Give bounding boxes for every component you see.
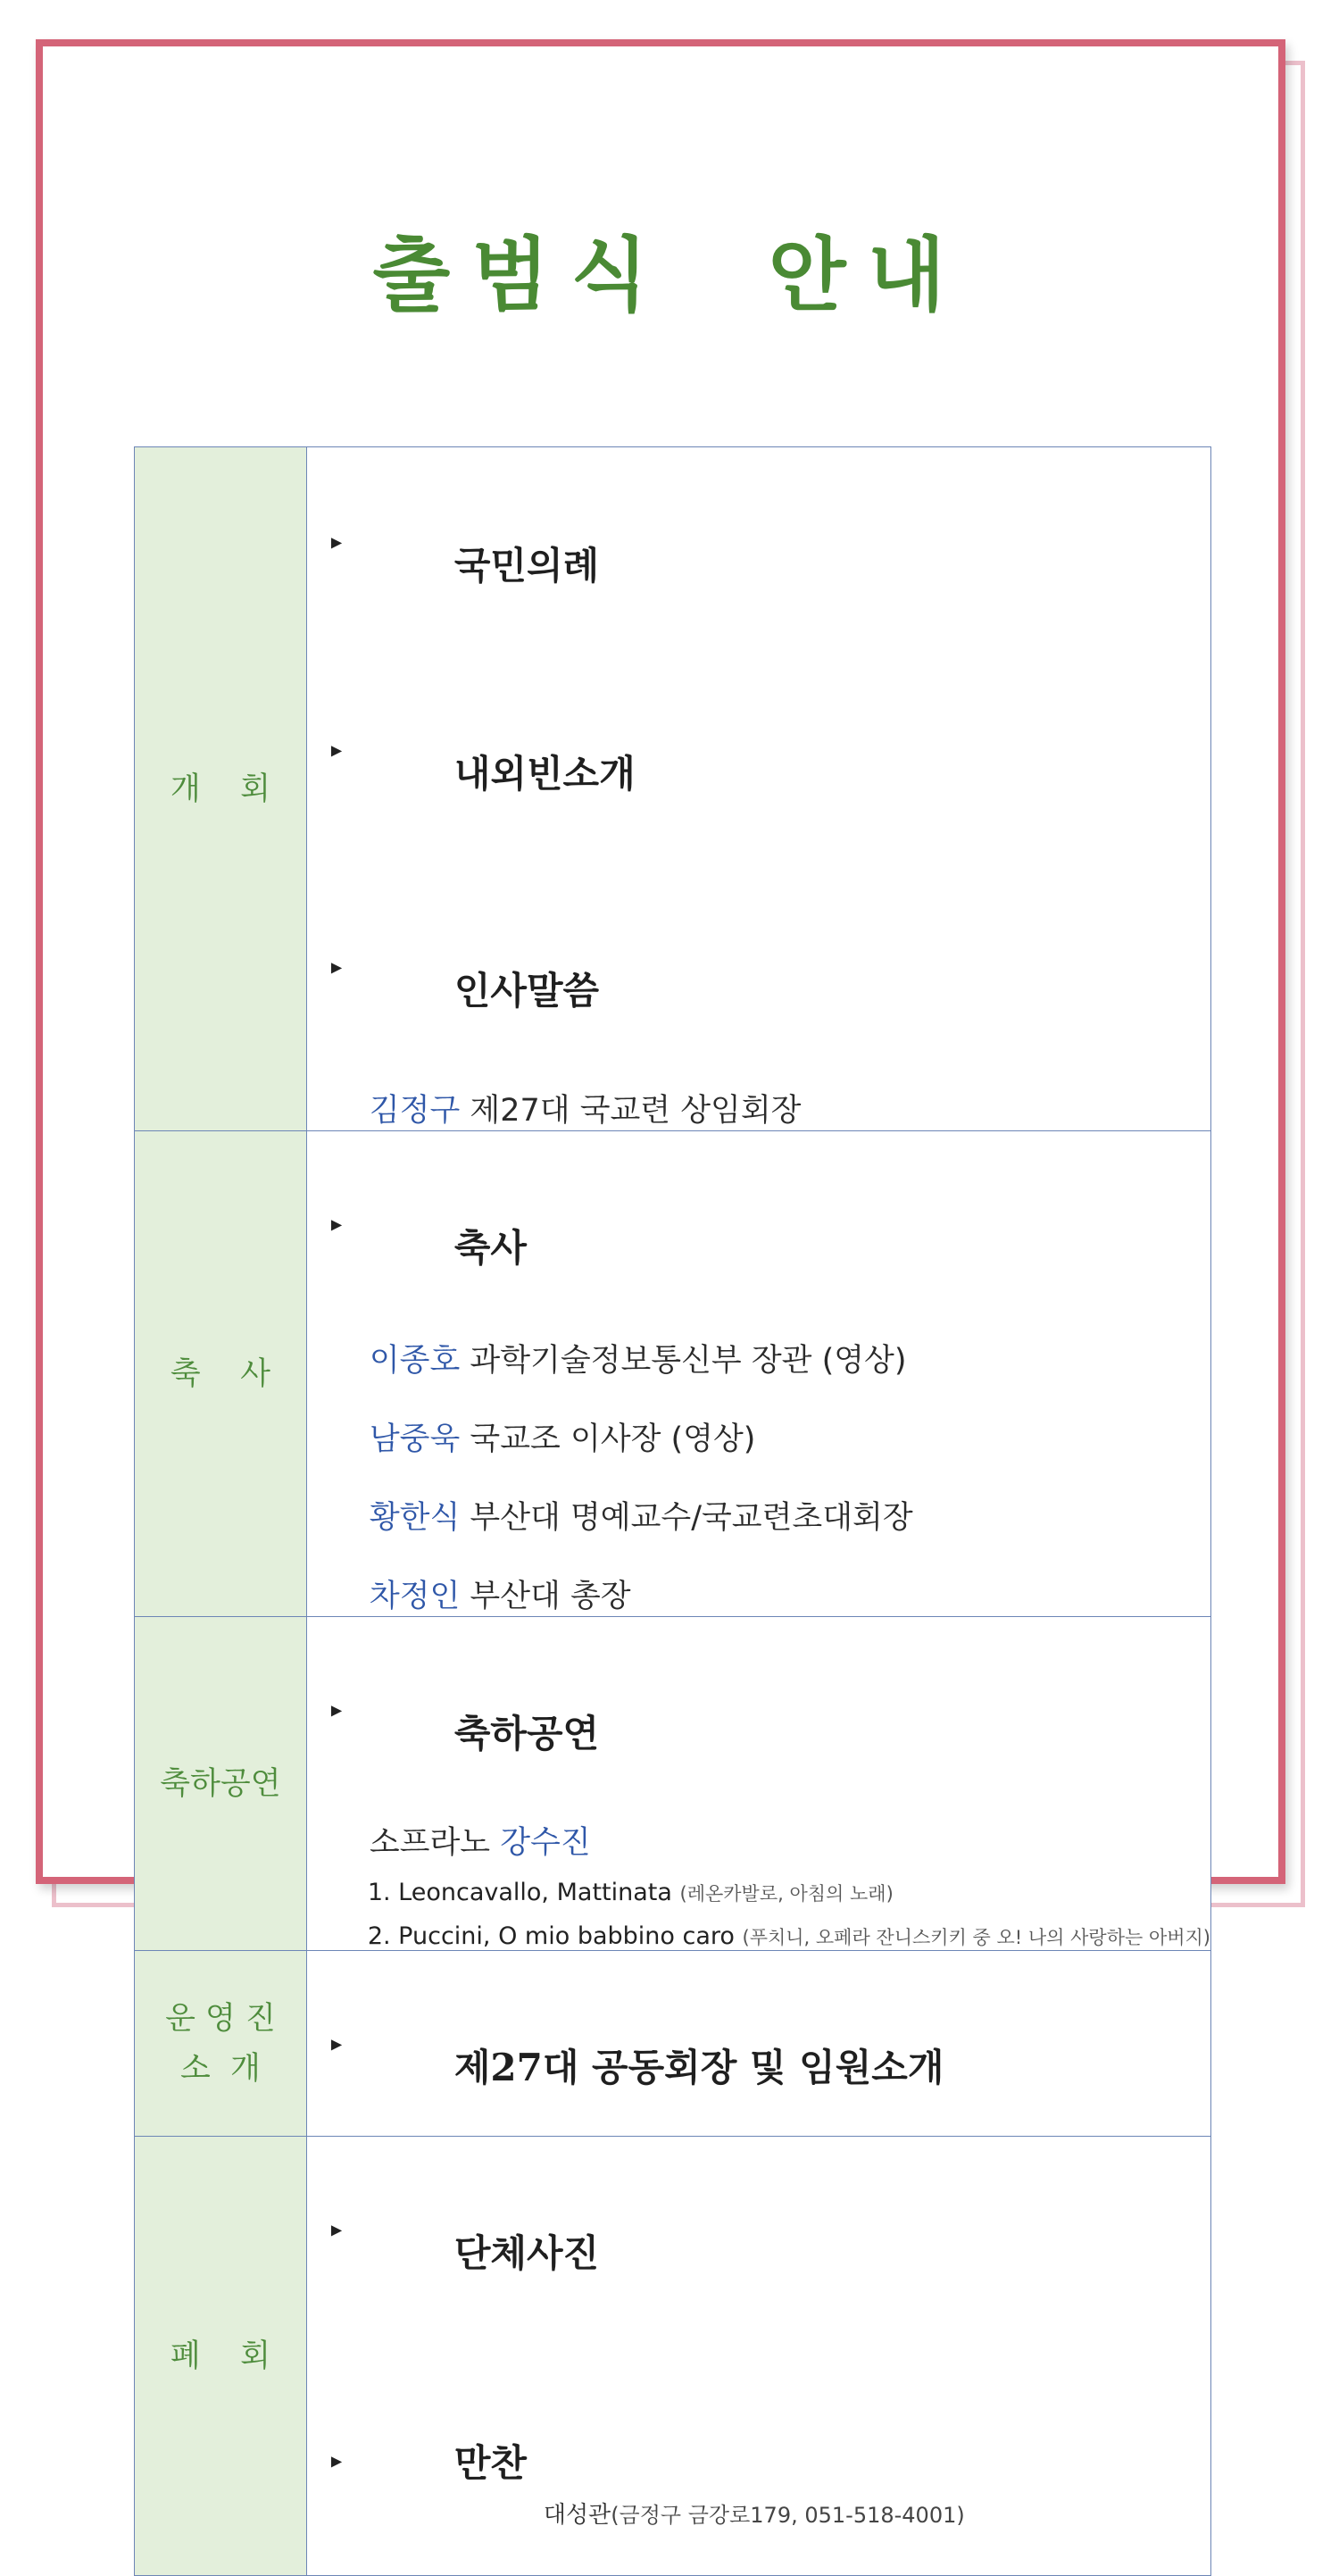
opening-label: 개 회 <box>135 447 307 1131</box>
speaker-name: 황한식 <box>369 1500 461 1536</box>
speaker-line <box>307 1493 1210 1538</box>
speaker-name: 이종호 <box>369 1343 461 1379</box>
congrats-label: 축 사 <box>135 1131 307 1617</box>
opening-content <box>306 447 1210 1131</box>
list-item: ▶ 내외빈소개 <box>330 741 636 796</box>
song-korean: (푸치니, 오페라 잔니스키키 중 오! 나의 사랑하는 아버지) <box>742 1927 1210 1948</box>
speaker-line <box>307 1571 1210 1616</box>
opening-row <box>135 447 1211 1131</box>
triangle-right-icon: ▶ <box>330 2035 343 2052</box>
speaker-role: 제27대 국교련 상임회장 <box>460 1093 802 1129</box>
triangle-right-icon: ▶ <box>330 1701 343 1718</box>
triangle-right-icon: ▶ <box>330 2452 343 2470</box>
speaker-name: 남중욱 <box>369 1421 461 1457</box>
staff-content <box>306 1951 1210 2137</box>
speaker-role: 국교조 이사장 (영상) <box>460 1421 756 1457</box>
closing-label: 폐 회 <box>135 2137 307 2576</box>
speaker-name: 김정구 <box>369 1093 461 1129</box>
song-title: 2. Puccini, O mio babbino caro <box>367 1922 743 1950</box>
triangle-right-icon: ▶ <box>330 2221 343 2238</box>
venue-name: 대성관 <box>543 2502 611 2529</box>
speaker-role: 부산대 명예교수/국교련초대회장 <box>460 1500 913 1536</box>
performer-role: 소프라노 <box>369 1825 501 1861</box>
triangle-right-icon: ▶ <box>330 958 343 975</box>
congrats-row <box>135 1131 1211 1617</box>
speaker-line <box>307 1086 1210 1130</box>
speaker-line <box>307 1414 1210 1459</box>
song-korean: (레온카발로, 아침의 노래) <box>679 1883 894 1905</box>
closing-content <box>306 2137 1210 2576</box>
closing-row <box>135 2137 1211 2576</box>
venue-info <box>544 2503 965 2528</box>
staff-row <box>135 1951 1211 2137</box>
performance-label: 축하공연 <box>135 1617 307 1951</box>
list-item: ▶ 축하공연 <box>330 1701 600 1755</box>
song-title: 1. Leoncavallo, Mattinata <box>367 1879 680 1906</box>
staff-label: 운 영 진 소 개 <box>135 1951 307 2137</box>
list-item: ▶ 축사 <box>330 1215 527 1270</box>
list-item: ▶ 제27대 공동회장 및 임원소개 <box>330 2035 944 2089</box>
triangle-right-icon: ▶ <box>330 1215 343 1232</box>
list-item: ▶ 만찬 대성관(금정구 금강로179, 051-518-4001) <box>330 2441 965 2529</box>
song-line <box>307 1922 1210 1950</box>
speaker-role: 부산대 총장 <box>460 1579 631 1614</box>
performance-row <box>135 1617 1211 1951</box>
list-item: ▶ 인사말씀 <box>330 958 600 1013</box>
song-line <box>307 1879 1210 1906</box>
performance-content <box>306 1617 1210 1951</box>
performer-name: 강수진 <box>500 1825 591 1861</box>
congrats-content <box>306 1131 1210 1617</box>
performer-line <box>307 1818 1210 1863</box>
list-item: ▶ 국민의례 <box>330 533 600 588</box>
list-item: ▶ 단체사진 <box>330 2221 600 2275</box>
triangle-right-icon: ▶ <box>330 741 343 758</box>
program-table <box>134 446 1211 2576</box>
speaker-name: 차정인 <box>369 1579 461 1614</box>
speaker-line <box>307 1336 1210 1380</box>
venue-detail: (금정구 금강로179, 051-518-4001) <box>611 2503 965 2528</box>
page-title: 출범식 안내 <box>372 229 967 322</box>
triangle-right-icon: ▶ <box>330 533 343 550</box>
speaker-role: 과학기술정보통신부 장관 (영상) <box>460 1343 907 1379</box>
